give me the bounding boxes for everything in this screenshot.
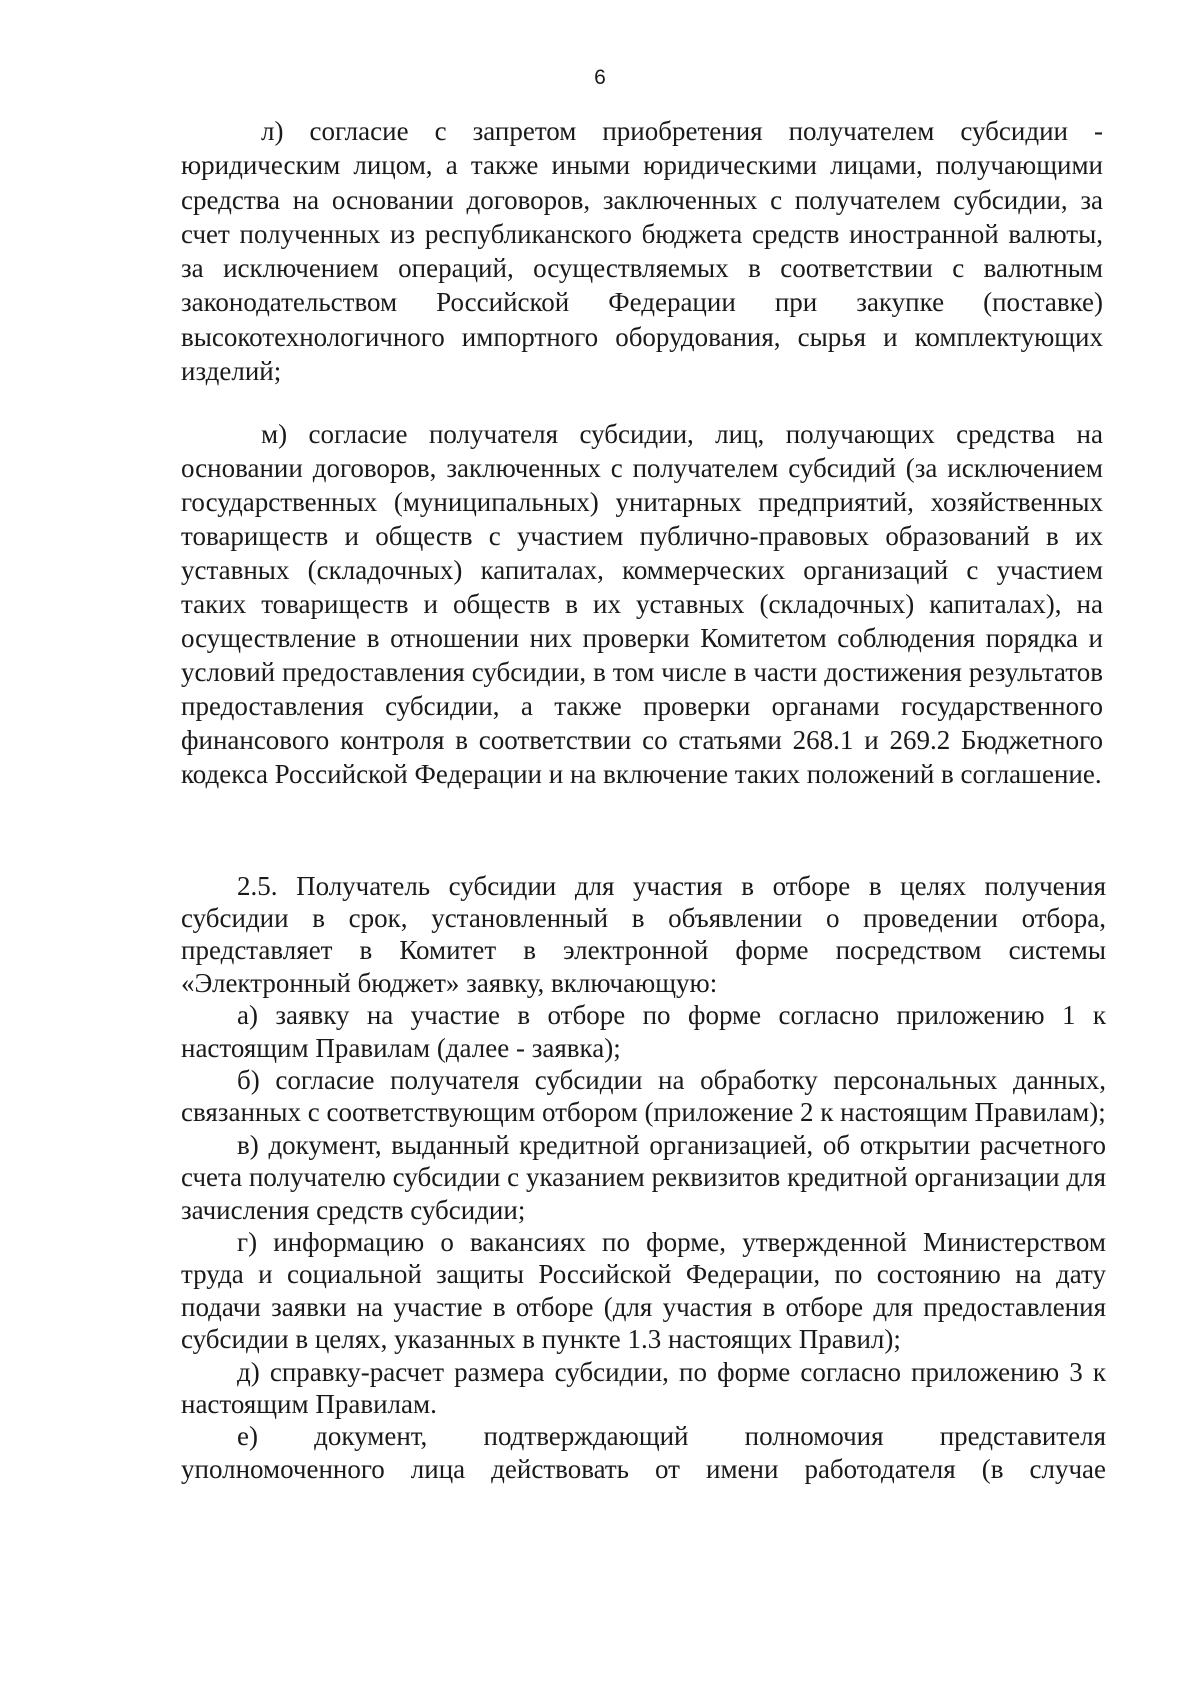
paragraph-l: л) согласие с запретом приобретения получателем субсидии - юридическим лицом, а также иными юридическими лицами, получающими средства на основании договоров, заключенных с получателем субсидии, за счет полученных из республиканского бюджета средств иностранной валюты, за исключением операций, осуществляемых в соответствии с валютным законодательством Российской Федерации при закупке (поставке) высокотехнологичного импортного оборудования, сырья и комплектующих изделий; bbox=[181, 116, 1103, 387]
list-item-e: е) документ, подтверждающий полномочия представителя уполномоченного лица действовать от имени работодателя (в случае bbox=[181, 1421, 1106, 1484]
paragraph-2-5: 2.5. Получатель субсидии для участия в отборе в целях получения субсидии в срок, установленный в объявлении о проведении отбора, представляет в Комитет в электронной форме посредством системы «Электронный бюджет» заявку, включающую: bbox=[181, 871, 1106, 998]
list-item-a: а) заявку на участие в отборе по форме согласно приложению 1 к настоящим Правилам (далее - заявка); bbox=[181, 1000, 1106, 1063]
list-item-d: д) справку-расчет размера субсидии, по форме согласно приложению 3 к настоящим Правилам. bbox=[181, 1356, 1106, 1419]
list-item-v: в) документ, выданный кредитной организацией, об открытии расчетного счета получателю субсидии с указанием реквизитов кредитной организации для зачисления средств субсидии; bbox=[181, 1130, 1106, 1225]
list-item-g: г) информацию о вакансиях по форме, утвержденной Министерством труда и социальной защиты Российской Федерации, по состоянию на дату подачи заявки на участие в отборе (для участия в отборе для предоставления субсидии в целях, указанных в пункте 1.3 настоящих Правил); bbox=[181, 1227, 1106, 1354]
page-number: 6 bbox=[594, 66, 606, 89]
paragraph-m: м) согласие получателя субсидии, лиц, получающих средства на основании договоров, заключенных с получателем субсидий (за исключением государственных (муниципальных) унитарных предприятий, хозяйственных товариществ и обществ с участием публично-правовых образований в их уставных (складочных) капиталах, коммерческих организаций с участием таких товариществ и обществ в их уставных (складочных) капиталах), на осуществление в отношении них проверки Комитетом соблюдения порядка и условий предоставления субсидии, в том числе в части достижения результатов предоставления субсидии, а также проверки органами государственного финансового контроля в соответствии со статьями 268.1 и 269.2 Бюджетного кодекса Российской Федерации и на включение таких положений в соглашение. bbox=[181, 419, 1103, 789]
paragraph-block-consent bbox=[181, 114, 1103, 388]
paragraph-block-application bbox=[181, 870, 1106, 1485]
list-item-b: б) согласие получателя субсидии на обработку персональных данных, связанных с соответствующим отбором (приложение 2 к настоящим Правилам); bbox=[181, 1065, 1106, 1128]
paragraph-block-inspection bbox=[181, 417, 1103, 791]
